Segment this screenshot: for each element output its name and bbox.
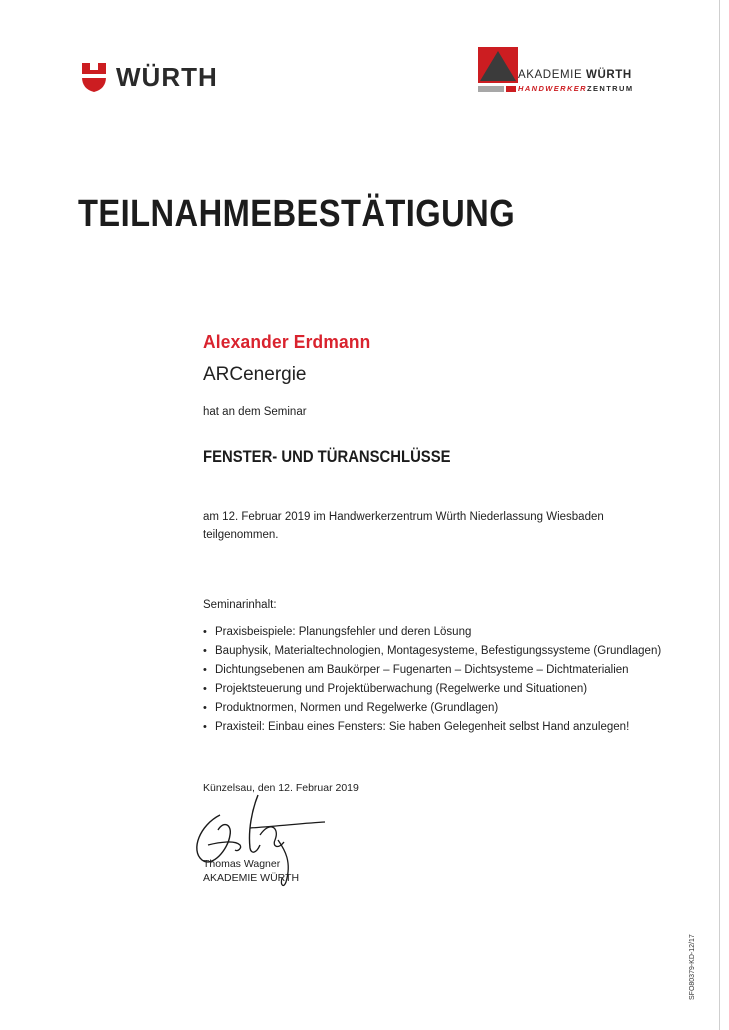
place-date: Künzelsau, den 12. Februar 2019 <box>203 782 359 794</box>
wuerth-mark-icon <box>80 61 108 93</box>
akademie-prefix: AKADEMIE <box>518 69 583 81</box>
signer-name: Thomas Wagner <box>203 858 281 870</box>
signer-organization: AKADEMIE WÜRTH <box>203 872 300 884</box>
certificate-title: TEILNAHMEBESTÄTIGUNG <box>78 193 516 235</box>
wuerth-wordmark: WÜRTH <box>116 61 218 92</box>
wuerth-logo <box>80 60 218 94</box>
akademie-triangle-icon <box>478 47 518 83</box>
list-item: • Produktnormen, Normen und Regelwerke (Grundlagen) <box>203 699 661 718</box>
participant-name: Alexander Erdmann <box>203 331 371 352</box>
list-item: • Projektsteuerung und Projektüberwachung (Regelwerke und Situationen) <box>203 680 661 699</box>
akademie-line-1 <box>518 69 632 81</box>
list-item: • Praxisteil: Einbau eines Fensters: Sie haben Gelegenheit selbst Hand anzulegen! <box>203 718 661 737</box>
participant-company: ARCenergie <box>203 364 307 385</box>
list-item: • Dichtungsebenen am Baukörper – Fugenarten – Dichtsysteme – Dichtmaterialien <box>203 661 661 680</box>
list-item: • Praxisbeispiele: Planungsfehler und deren Lösung <box>203 623 661 642</box>
seminar-title: FENSTER- UND TÜRANSCHLÜSSE <box>203 448 451 466</box>
akademie-handwerker: HANDWERKER <box>518 84 587 93</box>
list-item: • Bauphysik, Materialtechnologien, Montagesysteme, Befestigungssysteme (Grundlagen) <box>203 642 661 661</box>
akademie-red-bar <box>506 86 516 92</box>
content-label: Seminarinhalt: <box>203 599 277 611</box>
form-code: SFO80379-KD-12/17 <box>689 934 696 1000</box>
date-location-line-1: am 12. Februar 2019 im Handwerkerzentrum Würth Niederlassung Wiesbaden <box>203 511 604 523</box>
akademie-zentrum: ZENTRUM <box>587 84 634 93</box>
akademie-line-2 <box>518 84 633 93</box>
akademie-grey-bar <box>478 86 504 92</box>
content-list <box>203 623 661 737</box>
date-location-line-2: teilgenommen. <box>203 529 279 541</box>
intro-text: hat an dem Seminar <box>203 406 307 418</box>
akademie-brand: WÜRTH <box>586 69 632 81</box>
signer-block <box>203 857 299 885</box>
akademie-wuerth-logo <box>478 47 648 99</box>
